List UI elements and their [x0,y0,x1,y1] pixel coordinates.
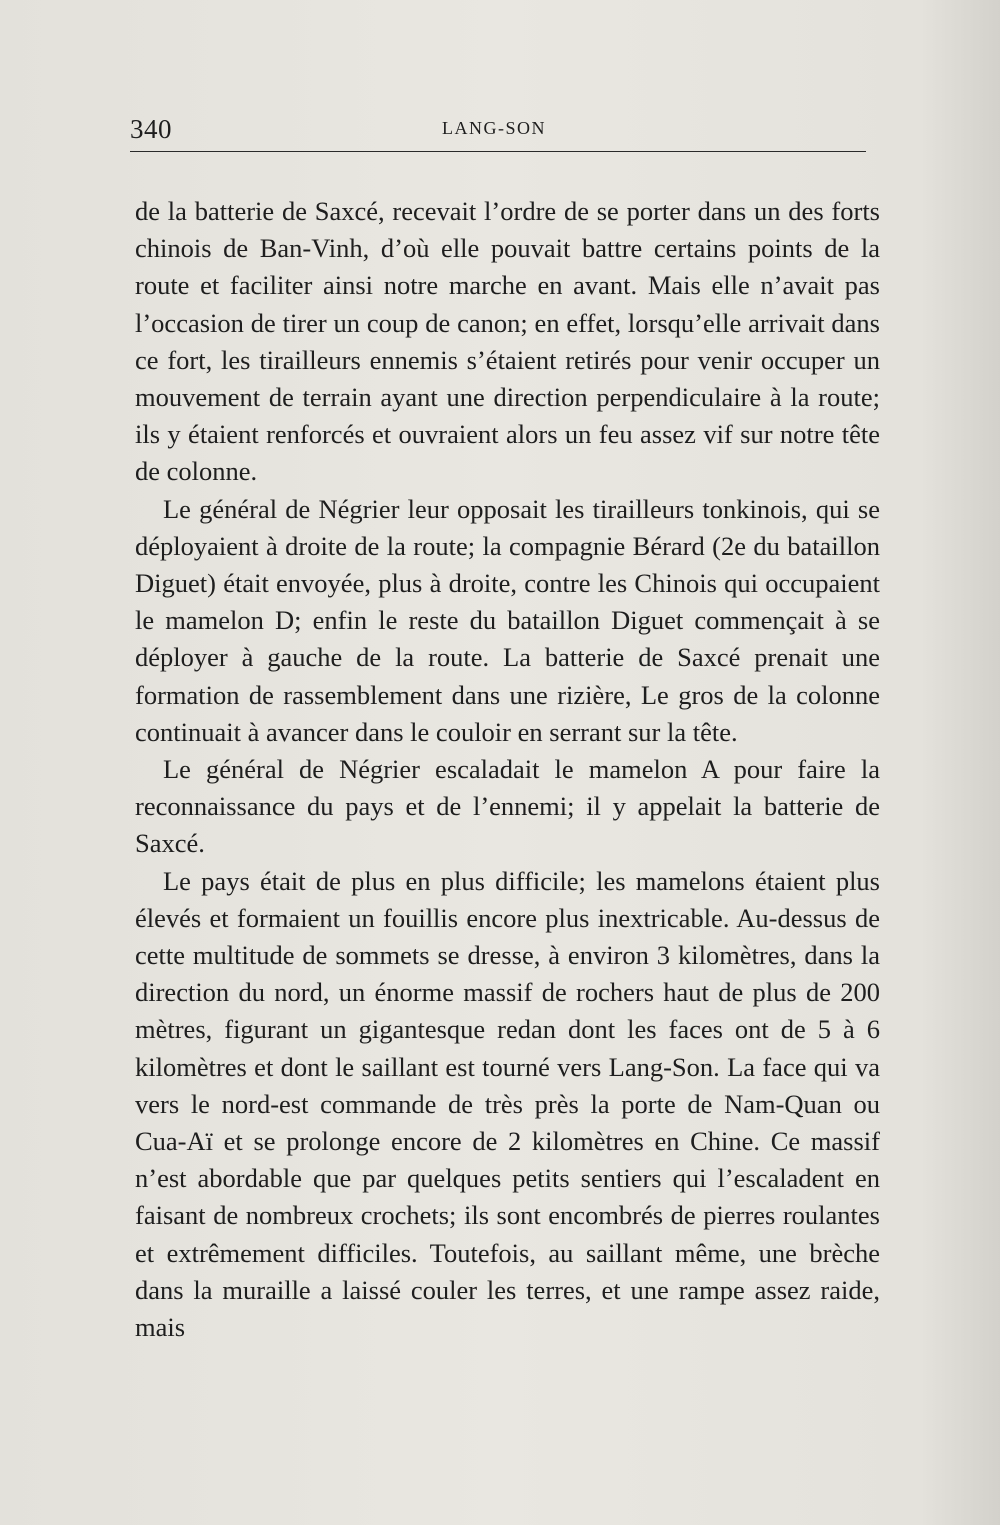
header-rule [130,151,866,152]
page-number: 340 [130,114,172,144]
body-text [135,193,880,1346]
paragraph: Le pays était de plus en plus difficile; les mamelons étaient plus élevés et formaient un fouillis encore plus inextricable. Au-dessus de cette multitude de sommets se dresse, à environ 3 kilomètres, dans la direction du nord, un énorme massif de rochers haut de plus de 200 mètres, figurant un gigantesque redan dont les faces ont de 5 à 6 kilomètres et dont le saillant est tourné vers Lang-Son. La face qui va vers le nord-est commande de très près la porte de Nam-Quan ou Cua-Aï et se prolonge encore de 2 kilomètres en Chine. Ce massif n’est abordable que par quelques petits sentiers qui l’escaladent en faisant de nombreux crochets; ils sont encombrés de pierres roulantes et extrêmement difficiles. Toutefois, au saillant même, une brèche dans la muraille a laissé couler les terres, et une rampe assez raide, mais [135,865,880,1343]
paragraph: Le général de Négrier escaladait le mamelon A pour faire la reconnaissance du pays et de l’ennemi; il y appelait la batterie de Saxcé. [135,754,880,859]
paragraph: de la batterie de Saxcé, recevait l’ordre de se porter dans un des forts chinois de Ban-Vinh, d’où elle pouvait battre certains points de la route et faciliter ainsi notre marche en avant. Mais elle n’avait pas l’occasion de tirer un coup de canon; en effet, lorsqu’elle arrivait dans ce fort, les tirailleurs ennemis s’étaient retirés pour venir occuper un mouvement de terrain ayant une direction perpendiculaire à la route; ils y étaient renforcés et ouvraient alors un feu assez vif sur notre tête de colonne. [135,196,880,487]
running-head: LANG-SON [442,118,546,138]
page-header [130,112,865,152]
paragraph: Le général de Négrier leur opposait les tirailleurs tonkinois, qui se déployaient à droite de la route; la compagnie Bérard (2e du bataillon Diguet) était envoyée, plus à droite, contre les Chinois qui occupaient le mamelon D; enfin le reste du bataillon Diguet commençait à se déployer à gauche de la route. La batterie de Saxcé prenait une formation de rassemblement dans une rizière, Le gros de la colonne continuait à avancer dans le couloir en serrant sur la tête. [135,493,880,747]
